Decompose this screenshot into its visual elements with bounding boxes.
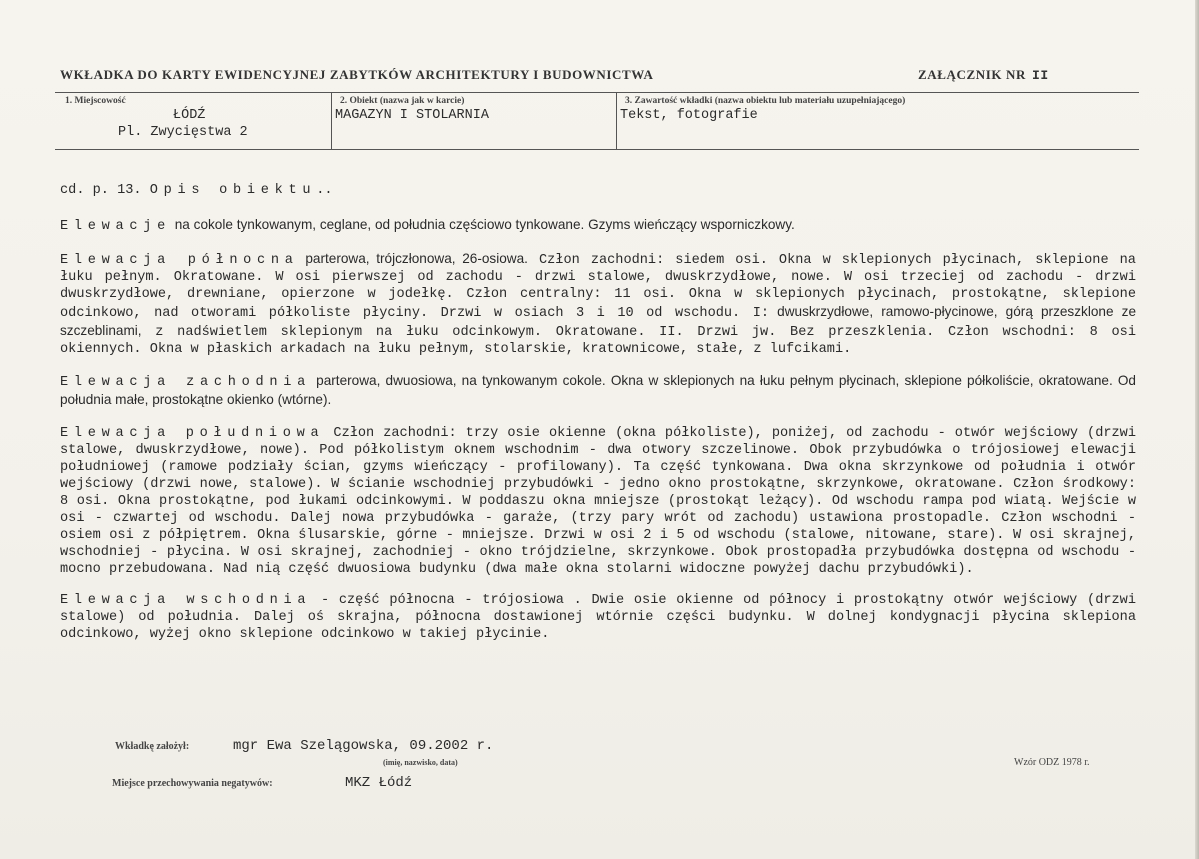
contents-label: 3. Zawartość wkładki (nazwa obiektu lub materiału uzupełniającego) — [625, 96, 906, 106]
negatives-label: Miejsce przechowywania negatywów: — [112, 778, 273, 789]
paragraph-text: Człon zachodni: trzy osie okienne (okna półkoliste), poniżej, od zachodu - otwór wejściowy (drzwi stalowe, dwuskrzydłowe, nowe). Pod półkolistym oknem wschodnim - dwa otwory szczelinowe. Obok przybudówka o trójosiowej elewacji południowej (ramowe podziały ścian, gzyms wieńczący - profilowany). Ta część tynkowana. Dwa okna skrzynkowe od południa i otwór wejściowy (drzwi nowe, stalowe). W ścianie wschodniej przybudówki - jedno okno prostokątne, skrzynkowe, okratowane. Człon środkowy: 8 osi. Okna prostokątne, pod łukami odcinkowymi. W poddaszu okna mniejsze (prostokąt leżący). Od wschodu rampa pod wiatą. Wejście w osi - czwartej od wschodu. Dalej nowa przybudówka - garaże, (trzy pary wrót od zachodu) ustawiona prostopadle. Człon wschodni - osiem osi z półpiętrem. Okna ślusarskie, górne - mniejsze. Drzwi w osi 2 i 5 od wschodu (stalowe, nitowane, stare). W osi skrajnej, wschodniej - płycina. W osi skrajnej, zachodniej - okno trójdzielne, skrzynkowe. Obok prostopadła przybudówka dostępna od wschodu - mocno przebudowana. Nad nią część dwuosiowa budynku (dwa małe okna stolarni widoczne powyżej dachu przybudówki). — [60, 425, 1136, 577]
heading-title: Opis obiektu — [149, 183, 317, 198]
paragraph-head: Elewacja wschodnia — [60, 593, 312, 608]
author-hint: (imię, nazwisko, data) — [383, 758, 458, 767]
description-heading — [60, 182, 1136, 199]
paragraph-head: Elewacja północna — [60, 252, 299, 268]
author-label: Wkładkę założył: — [115, 741, 190, 752]
paragraph-west-elevation — [60, 372, 1136, 410]
paragraph-text: z nadświetlem sklepionym na łuku odcinkowym. Okratowane. II. Drzwi jw. Bez przeszklenia. Człon wschodni: 8 osi okiennych. Okna w płaskich arkadach na łuku pełnym, stolarskie, kratownicowe, stałe, z lufcikami. — [60, 324, 1136, 357]
location-cell — [55, 93, 332, 149]
paragraph-head: Elewacja zachodnia — [60, 375, 312, 390]
paragraph-text: - część północna - trójosiowa . Dwie osie okienne od północy i prostokątny otwór wejściowy (drzwi stalowe) od południa. Dalej oś skrajna, północna dostawionej wtórnie części budynku. W dolnej kondygnacji płycina sklepiona odcinkowo, wyżej okno sklepione odcinkowo w takiej płycinie. — [60, 593, 1136, 642]
author-value: mgr Ewa Szelągowska, 09.2002 r. — [233, 738, 494, 754]
description-body — [60, 182, 1136, 658]
heading-prefix: cd. p. 13. — [60, 183, 142, 198]
location-city: ŁÓDŹ — [173, 108, 206, 123]
paragraph-text: parterowa, dwuosiowa, na tynkowanym cokole. Okna w sklepionych na łuku pełnym płycinach, sklepione półkoliście, okratowane. Od południa małe, prostokątne okienko (wtórne). — [60, 373, 1136, 407]
contents-value: Tekst, fotografie — [620, 108, 758, 123]
paragraph-head: Elewacja południowa — [60, 425, 325, 441]
annex-label — [918, 67, 1049, 83]
paragraph-text: na cokole tynkowanym, ceglane, od południa częściowo tynkowane. Gzyms wieńczący wsporniczkowy. — [170, 217, 795, 232]
paragraph-text: Człon zachodni: siedem osi. Okna w sklepionych płycinach, sklepione na łuku pełnym. Okratowane. W osi pierwszej od zachodu - drzwi stalowe, dwuskrzydłowe, nowe. W osi trzeciej od zachodu - drzwi dwuskrzydłowe, drewniane, opierzone w jodełkę. Człon centralny: 11 osi. Okna w sklepionych płycinach, prostokątne, sklepione odcinkowo, nad otworami półkoliste płyciny. Drzwi w osiach 3 i 10 od wschodu. I: — [60, 252, 1136, 321]
form-model: Wzór ODZ 1978 r. — [1014, 757, 1090, 768]
paragraph-text: parterowa, trójczłonowa, 26-osiowa. — [298, 250, 528, 266]
form-title: WKŁADKA DO KARTY EWIDENCYJNEJ ZABYTKÓW ARCHITEKTURY I BUDOWNICTWA — [60, 67, 654, 82]
heading-suffix: .. — [316, 183, 333, 198]
paragraph-head: Elewacje — [60, 219, 171, 234]
annex-number: II — [1031, 68, 1049, 83]
paragraph-east-elevation — [60, 592, 1136, 643]
object-cell — [332, 93, 617, 149]
paragraph-elevations — [60, 216, 1136, 235]
object-label: 2. Obiekt (nazwa jak w karcie) — [340, 96, 465, 106]
contents-cell — [617, 93, 1139, 149]
header-fields-table — [55, 92, 1139, 150]
location-address: Pl. Zwycięstwa 2 — [118, 125, 248, 140]
card-edge — [1195, 0, 1199, 859]
paragraph-south-elevation — [60, 425, 1136, 578]
annex-label-text: ZAŁĄCZNIK NR — [918, 67, 1026, 82]
paragraph-north-elevation — [60, 250, 1136, 358]
object-value: MAGAZYN I STOLARNIA — [335, 108, 489, 123]
location-label: 1. Miejscowość — [65, 96, 126, 106]
paragraph-text: dwuskrzydłowe, ramowo-płycinowe, górą przeszklone ze szczeblinami, — [60, 303, 1137, 338]
negatives-value: MKZ Łódź — [345, 775, 413, 791]
